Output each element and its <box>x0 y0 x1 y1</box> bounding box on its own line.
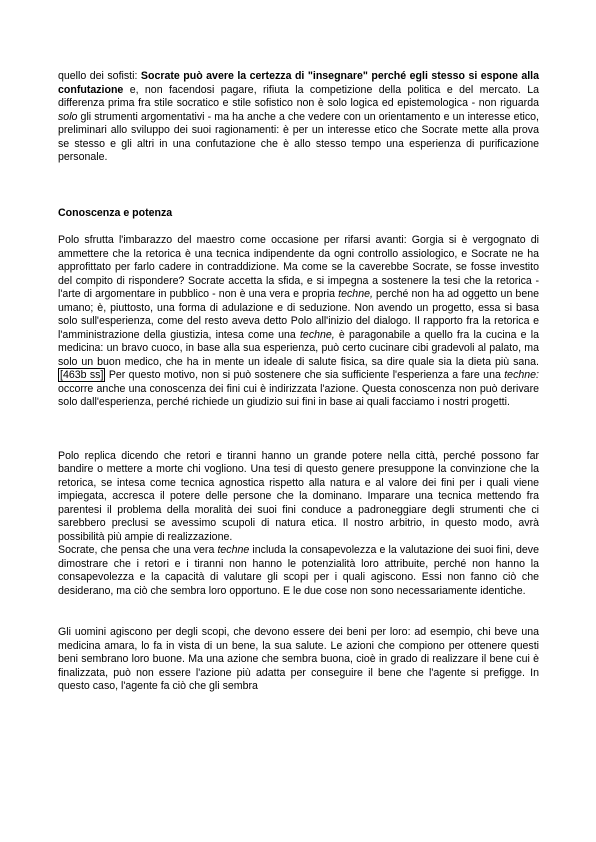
reference-link[interactable]: [463b ss] <box>60 369 104 381</box>
text-run: perché non ha ad oggetto un bene umano; è, piuttosto, una forma di adulazione e di seduzione. Non avendo un progetto, essa si basa solo sull'esperienza, come del resto aveva detto Polo all'inizio del dialogo. Il rapporto fra la retorica e l'amministrazione della giustizia, intesa come una <box>58 288 540 341</box>
italic-text: techne, <box>299 328 335 341</box>
italic-text: techne <box>217 544 250 556</box>
paragraph-polo-reply: Polo replica dicendo che retori e tiranni hanno un grande potere nella città, perché possono far bandire o mettere a morte chi vogliono. Una tesi di questo genere presuppone la convinzione che la retorica, se intesa come tecnica agnostica rispetto alla natura e al valore dei fini per i quali viene impiegata, accresca il potere delle persone che la dominano. Imparare una tecnica mettendo fra parentesi il problema della moralità dei suoi fini conduce a padroneggiare degli strumenti che ci sarebbero preclusi se avessimo scupoli di natura etica. Il nostro arbitrio, in questo modo, avrà possibilità più ampie di realizzazione. <box>58 449 539 543</box>
text-run: includa la consapevolezza e la valutazione dei suoi fini, deve dimostrare che i retori e i tiranni non hanno le potenzialità loro attribuite, perché non hanno la consapevolezza e la capacità di valutare gli scopi per i quali agiscono. Essi non fanno ciò che desiderano, ma ciò che sembra loro opportuno. E le due cose non sono necessariamente identiche. <box>58 544 540 597</box>
text-run: è paragonabile a quello fra la cucina e la medicina: un bravo cuoco, in base alla sua esperienza, può certo cucinare cibi gradevoli al palato, ma solo un buon medico, che ha in mente un ideale di salute fisica, sa dire quale sia la dieta più sana. <box>58 328 539 368</box>
text-run: occorre anche una conoscenza dei fini cui è indirizzata l'azione. Questa conoscenza non può derivare solo dall'esperienza, perché richiede un giudizio sui fini in base ai quali facciamo i nostri progetti. <box>58 382 539 408</box>
text-run: gli strumenti argomentativi - ma ha anche a che vedere con un orientamento e un interesse etico, preliminari allo sviluppo dei suoi ragionamenti: è per un interesse etico che Socrate mette alla prova se stesso e gli altri in una confutazione che è allo stesso tempo una esperienza di purificazione personale. <box>58 110 539 163</box>
italic-text: techne, <box>338 288 373 300</box>
bold-text: Socrate può avere la certezza di "insegnare" perché egli stesso si espone alla confutazione <box>58 70 540 96</box>
italic-text: techne: <box>504 369 539 381</box>
paragraph-polo-challenge <box>58 234 539 410</box>
paragraph-intro <box>58 70 539 165</box>
text-run: Polo sfrutta l'imbarazzo del maestro come occasione per rifarsi avanti: Gorgia si è vergognato di ammettere che la retorica è una tecnica indipendente da ogni controllo assiologico, e Socrate ne ha approfittato per farlo cadere in contraddizione. Ma come se la caverebbe Socrate, se fosse investito del compito di rispondere? Socrate accetta la sfida, e si impegna a sostenere la tesi che la retorica - l'arte di argomentare in pubblico - non è una vera e propria <box>58 234 539 300</box>
text-run: e, non facendosi pagare, rifiuta la competizione della politica e del mercato. La differenza prima fra stile socratico e stile sofistico non è solo logica ed epistemologica - non riguarda <box>58 83 539 109</box>
italic-text: solo <box>58 110 78 123</box>
text-run: Per questo motivo, non si può sostenere che sia sufficiente l'esperienza a fare una <box>105 369 505 381</box>
text-run: Socrate, che pensa che una vera <box>58 544 218 556</box>
text-run: quello dei sofisti: <box>58 70 141 82</box>
paragraph-socrate-response <box>58 544 539 598</box>
paragraph-agents-goals: Gli uomini agiscono per degli scopi, che devono essere dei beni per loro: ad esempio, chi beve una medicina amara, lo fa in vista di un bene, la sua salute. Le azioni che compiono per ottenere questi beni sembrano loro buone. Ma una azione che sembra buona, cioè in grado di realizzare il bene cui è finalizzata, può non essere l'azione più adatta per conseguire il bene che l'agente si prefigge. In questo caso, l'agente fa ciò che gli sembra <box>58 626 539 692</box>
section-title: Conoscenza e potenza <box>58 206 173 219</box>
